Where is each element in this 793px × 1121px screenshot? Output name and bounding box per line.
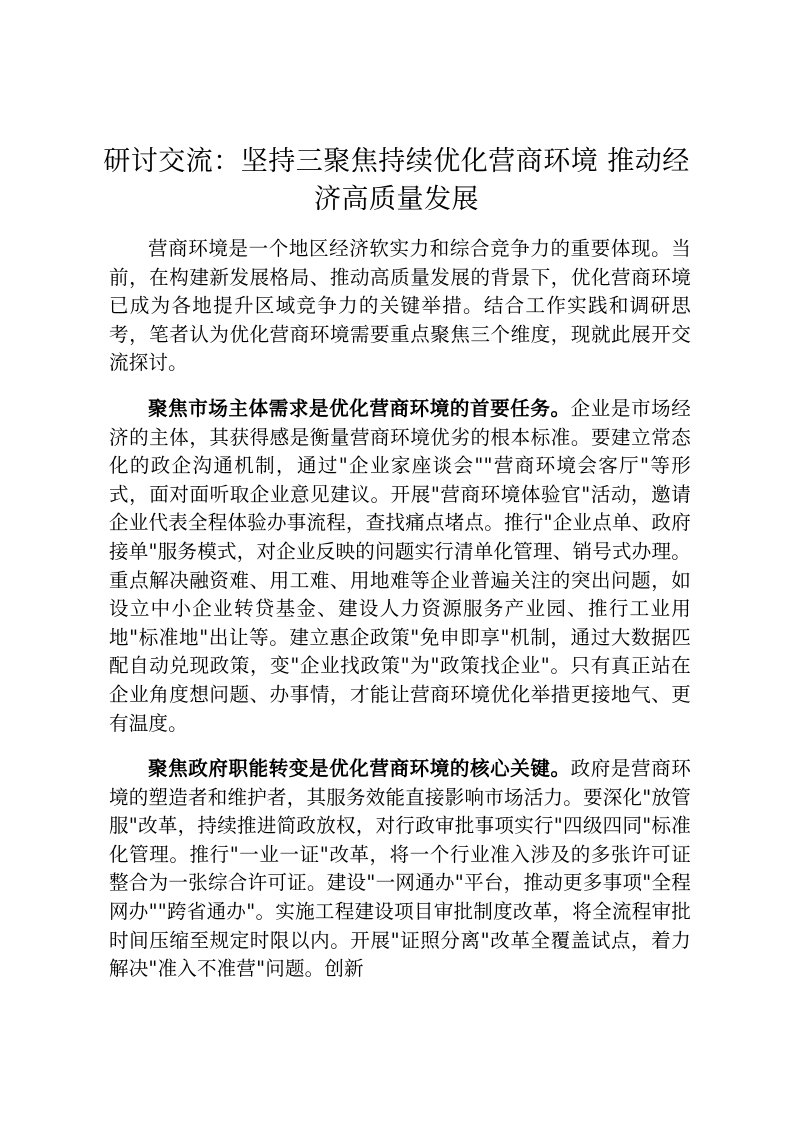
paragraph-intro <box>109 235 691 378</box>
paragraph-lead: 聚焦政府职能转变是优化营商环境的核心关键。 <box>148 757 571 781</box>
document-title: 研讨交流：坚持三聚焦持续优化营商环境 推动经济高质量发展 <box>103 146 690 215</box>
paragraph-market-demand <box>109 395 691 738</box>
paragraph-text: 企业是市场经济的主体，其获得感是衡量营商环境优劣的根本标准。要建立常态化的政企沟通机制，通过"企业家座谈会""营商环境会客厅"等形式，面对面听取企业意见建议。开展"营商环境体验官"活动，邀请企业代表全程体验办事流程，查找痛点堵点。推行"企业点单、政府接单"服务模式，对企业反映的问题实行清单化管理、销号式办理。重点解决融资难、用工难、用地难等企业普遍关注的突出问题，如设立中小企业转贷基金、建设人力资源服务产业园、推行工业用地"标准地"出让等。建立惠企政策"免申即享"机制，通过大数据匹配自动兑现政策，变"企业找政策"为"政策找企业"。只有真正站在企业角度想问题、办事情，才能让营商环境优化举措更接地气、更有温度。 <box>109 396 692 735</box>
paragraph-text: 政府是营商环境的塑造者和维护者，其服务效能直接影响市场活力。要深化"放管服"改革，持续推进简政放权，对行政审批事项实行"四级四同"标准化管理。推行"一业一证"改革，将一个行业准入涉及的多张许可证整合为一张综合许可证。建设"一网通办"平台，推动更多事项"全程网办""跨省通办"。实施工程建设项目审批制度改革，将全流程审批时间压缩至规定时限以内。开展"证照分离"改革全覆盖试点，着力解决"准入不准营"问题。创新 <box>109 757 692 981</box>
paragraph-text: 营商环境是一个地区经济软实力和综合竞争力的重要体现。当前，在构建新发展格局、推动高质量发展的背景下，优化营商环境已成为各地提升区域竞争力的关键举措。结合工作实践和调研思考，笔者认为优化营商环境需要重点聚焦三个维度，现就此展开交流探讨。 <box>109 237 691 375</box>
paragraph-lead: 聚焦市场主体需求是优化营商环境的首要任务。 <box>148 396 571 420</box>
document-body <box>109 235 691 1001</box>
paragraph-government-function <box>109 755 691 984</box>
